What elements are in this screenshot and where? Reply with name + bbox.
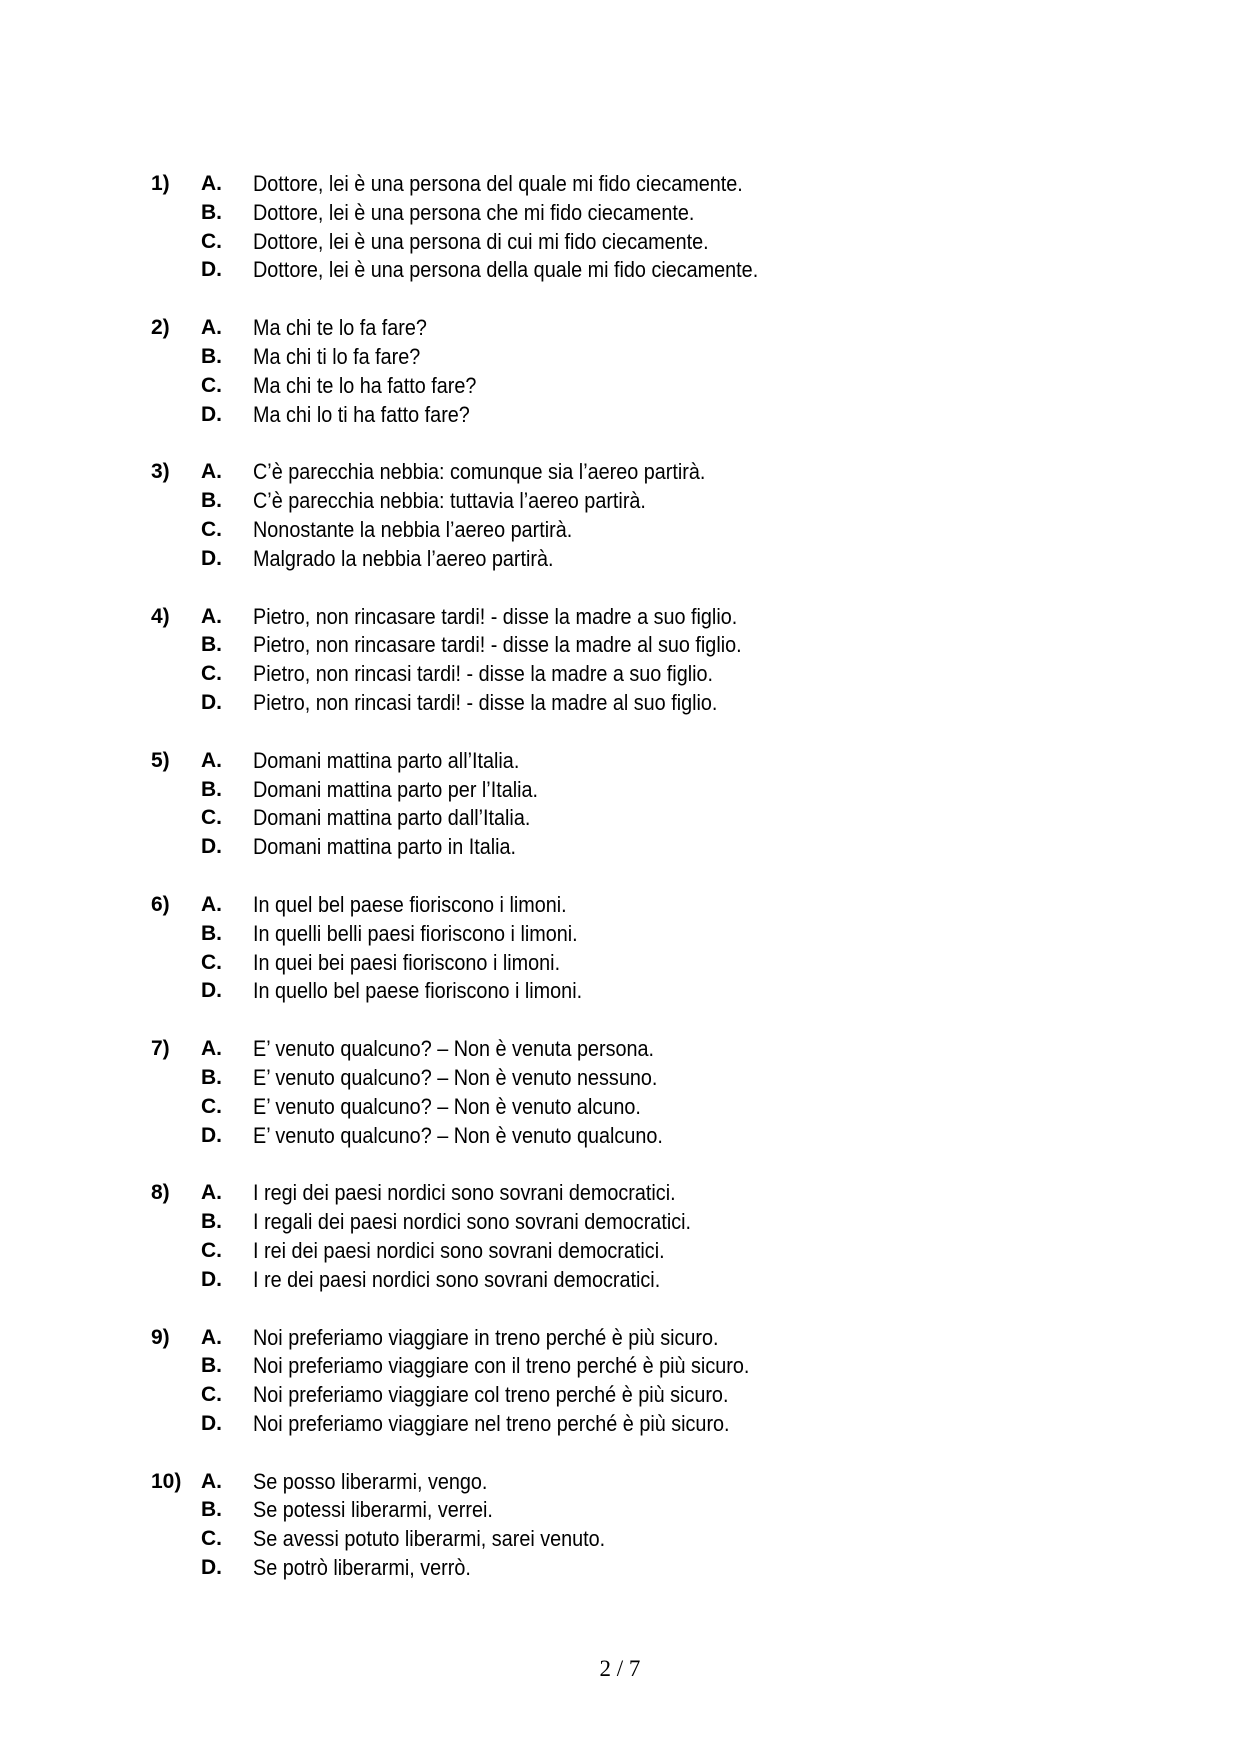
page-number: 2 / 7 <box>599 1656 641 1681</box>
option-text: In quello bel paese fioriscono i limoni. <box>253 978 583 1004</box>
option-text: Noi preferiamo viaggiare col treno perché è più sicuro. <box>253 1382 729 1408</box>
option-row <box>151 1122 1151 1151</box>
option-text: I regi dei paesi nordici sono sovrani democratici. <box>253 1180 676 1206</box>
option-row <box>151 833 1151 862</box>
option-text: E’ venuto qualcuno? – Non è venuta persona. <box>253 1036 655 1062</box>
question-number: 3) <box>151 460 170 484</box>
option-row <box>151 372 1151 401</box>
option-row <box>151 1468 1151 1497</box>
option-row <box>151 487 1151 516</box>
option-letter: B. <box>201 1065 222 1089</box>
option-row <box>151 314 1151 343</box>
option-letter: A. <box>201 1469 222 1493</box>
option-letter: C. <box>201 1383 222 1407</box>
option-text: Dottore, lei è una persona della quale mi fido ciecamente. <box>253 257 759 283</box>
question-number: 9) <box>151 1325 170 1349</box>
option-text: In quei bei paesi fioriscono i limoni. <box>253 949 561 975</box>
option-text: Pietro, non rincasi tardi! - disse la madre a suo figlio. <box>253 661 714 687</box>
option-row <box>151 1064 1151 1093</box>
option-letter: A. <box>201 892 222 916</box>
option-row <box>151 1352 1151 1381</box>
option-letter: D. <box>201 690 222 714</box>
option-text: Domani mattina parto in Italia. <box>253 834 517 860</box>
option-text: I regali dei paesi nordici sono sovrani democratici. <box>253 1209 692 1235</box>
option-text: Noi preferiamo viaggiare in treno perché è più sicuro. <box>253 1324 719 1350</box>
option-row <box>151 199 1151 228</box>
option-letter: B. <box>201 1210 222 1234</box>
option-row <box>151 949 1151 978</box>
option-letter: A. <box>201 604 222 628</box>
option-letter: A. <box>201 460 222 484</box>
option-row <box>151 977 1151 1006</box>
option-text: C’è parecchia nebbia: comunque sia l’aereo partirà. <box>253 459 706 485</box>
option-letter: C. <box>201 373 222 397</box>
option-letter: D. <box>201 1411 222 1435</box>
option-letter: D. <box>201 1123 222 1147</box>
option-text: Domani mattina parto per l’Italia. <box>253 776 539 802</box>
option-text: I rei dei paesi nordici sono sovrani democratici. <box>253 1237 665 1263</box>
option-text: Ma chi te lo ha fatto fare? <box>253 372 477 398</box>
question-7 <box>151 1035 1151 1150</box>
question-number: 4) <box>151 604 170 628</box>
option-letter: A. <box>201 1037 222 1061</box>
option-row <box>151 804 1151 833</box>
option-text: Se posso liberarmi, vengo. <box>253 1468 488 1494</box>
option-letter: B. <box>201 633 222 657</box>
option-text: Ma chi lo ti ha fatto fare? <box>253 401 470 427</box>
question-number: 1) <box>151 172 170 195</box>
option-letter: B. <box>201 489 222 513</box>
option-text: Noi preferiamo viaggiare nel treno perché è più sicuro. <box>253 1410 730 1436</box>
option-letter: B. <box>201 777 222 801</box>
option-row <box>151 1525 1151 1554</box>
option-row <box>151 1179 1151 1208</box>
option-letter: A. <box>201 1325 222 1349</box>
option-letter: C. <box>201 950 222 974</box>
option-row <box>151 1266 1151 1295</box>
option-text: E’ venuto qualcuno? – Non è venuto qualcuno. <box>253 1122 663 1148</box>
option-letter: D. <box>201 258 222 282</box>
option-text: Se potrò liberarmi, verrò. <box>253 1555 471 1581</box>
option-text: Se avessi potuto liberarmi, sarei venuto. <box>253 1526 606 1552</box>
option-row <box>151 631 1151 660</box>
option-row <box>151 920 1151 949</box>
question-number: 10) <box>151 1469 182 1493</box>
question-number: 6) <box>151 892 170 916</box>
option-row <box>151 747 1151 776</box>
option-text: Nonostante la nebbia l’aereo partirà. <box>253 516 573 542</box>
question-1 <box>151 170 1151 285</box>
option-row <box>151 603 1151 632</box>
option-text: Dottore, lei è una persona del quale mi fido ciecamente. <box>253 171 743 196</box>
option-row <box>151 343 1151 372</box>
option-letter: C. <box>201 1527 222 1551</box>
option-letter: C. <box>201 806 222 830</box>
question-6 <box>151 891 1151 1006</box>
option-text: Ma chi ti lo fa fare? <box>253 343 421 369</box>
option-text: Dottore, lei è una persona che mi fido ciecamente. <box>253 199 695 225</box>
option-letter: B. <box>201 344 222 368</box>
option-row <box>151 1381 1151 1410</box>
option-row <box>151 256 1151 285</box>
option-row <box>151 776 1151 805</box>
option-text: I re dei paesi nordici sono sovrani democratici. <box>253 1266 661 1292</box>
option-row <box>151 1035 1151 1064</box>
option-row <box>151 1093 1151 1122</box>
option-text: Se potessi liberarmi, verrei. <box>253 1497 493 1523</box>
option-letter: A. <box>201 1181 222 1205</box>
option-text: E’ venuto qualcuno? – Non è venuto nessuno. <box>253 1064 658 1090</box>
option-letter: D. <box>201 546 222 570</box>
question-3 <box>151 458 1151 573</box>
question-number: 5) <box>151 748 170 772</box>
question-2 <box>151 314 1151 429</box>
option-text: Noi preferiamo viaggiare con il treno perché è più sicuro. <box>253 1353 750 1379</box>
question-9 <box>151 1324 1151 1439</box>
option-row <box>151 1237 1151 1266</box>
option-text: Pietro, non rincasi tardi! - disse la madre al suo figlio. <box>253 689 718 715</box>
option-letter: D. <box>201 979 222 1003</box>
option-row <box>151 689 1151 718</box>
option-row <box>151 458 1151 487</box>
option-letter: B. <box>201 1354 222 1378</box>
question-number: 8) <box>151 1181 170 1205</box>
option-row <box>151 1496 1151 1525</box>
option-text: Domani mattina parto dall’Italia. <box>253 805 531 831</box>
option-letter: A. <box>201 172 222 195</box>
option-text: C’è parecchia nebbia: tuttavia l’aereo partirà. <box>253 488 646 514</box>
question-8 <box>151 1179 1151 1294</box>
option-row <box>151 1554 1151 1583</box>
option-row <box>151 516 1151 545</box>
option-letter: B. <box>201 921 222 945</box>
option-letter: B. <box>201 200 222 224</box>
option-letter: D. <box>201 402 222 426</box>
option-row <box>151 891 1151 920</box>
option-letter: C. <box>201 1094 222 1118</box>
question-10 <box>151 1468 1151 1583</box>
option-row <box>151 170 1151 199</box>
question-4 <box>151 603 1151 718</box>
option-letter: D. <box>201 1267 222 1291</box>
option-row <box>151 1208 1151 1237</box>
question-5 <box>151 747 1151 862</box>
option-text: Pietro, non rincasare tardi! - disse la madre a suo figlio. <box>253 603 738 629</box>
option-text: Ma chi te lo fa fare? <box>253 315 427 341</box>
option-letter: C. <box>201 517 222 541</box>
option-letter: C. <box>201 229 222 253</box>
option-text: Pietro, non rincasare tardi! - disse la madre al suo figlio. <box>253 632 742 658</box>
option-text: Domani mattina parto all’Italia. <box>253 747 520 773</box>
option-letter: C. <box>201 662 222 686</box>
question-list <box>151 170 1151 1612</box>
option-row <box>151 401 1151 430</box>
option-row <box>151 660 1151 689</box>
option-letter: B. <box>201 1498 222 1522</box>
option-letter: A. <box>201 316 222 340</box>
option-text: E’ venuto qualcuno? – Non è venuto alcuno. <box>253 1093 641 1119</box>
option-row <box>151 228 1151 257</box>
option-letter: A. <box>201 748 222 772</box>
option-row <box>151 1410 1151 1439</box>
option-row <box>151 1324 1151 1353</box>
option-text: Malgrado la nebbia l’aereo partirà. <box>253 545 554 571</box>
option-letter: C. <box>201 1238 222 1262</box>
option-text: Dottore, lei è una persona di cui mi fido ciecamente. <box>253 228 709 254</box>
option-letter: D. <box>201 1556 222 1580</box>
option-row <box>151 545 1151 574</box>
question-number: 2) <box>151 316 170 340</box>
option-text: In quelli belli paesi fioriscono i limoni. <box>253 920 578 946</box>
option-letter: D. <box>201 835 222 859</box>
option-text: In quel bel paese fioriscono i limoni. <box>253 891 567 917</box>
question-number: 7) <box>151 1037 170 1061</box>
